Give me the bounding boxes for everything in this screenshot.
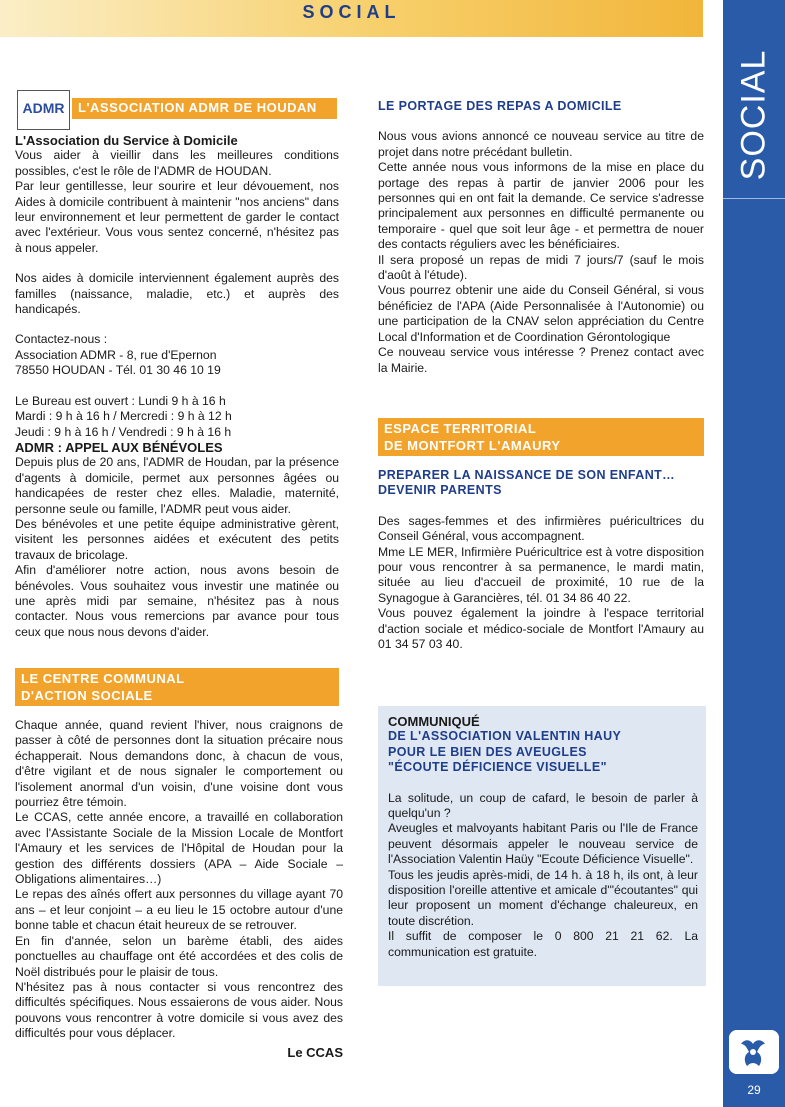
ccas-para-1: Chaque année, quand revient l'hiver, nous craignons de passer à côté de personnes dont la situation précaire nous échapperait. Nous demandons donc, à chacun de vous, d'être vigilant et de nous signaler le comportement ou l'isolement anormal d'un voisin, d'une voisine dont vous pourriez être témoin. — [15, 718, 343, 810]
benevoles-para-1: Depuis plus de 20 ans, l'ADMR de Houdan, par la présence d'agents à domicile, permet aux personnes âgées ou handicapées de rester chez elles. Maladie, maternité, personne seule ou famille, l'ADMR peut vous aider. — [15, 455, 339, 516]
benevoles-para-3: Afin d'améliorer notre action, nous avons besoin de bénévoles. Vous souhaitez vous investir une matinée ou une après midi par semaine, n'hésitez pas à nous contacter. Nous vous remercions par avance pour tous ceux que nous nous devons d'aider. — [15, 563, 339, 639]
repas-para-1: Nous vous avions annoncé ce nouveau service au titre de projet dans notre précédant bulletin. — [378, 129, 704, 159]
side-divider — [723, 198, 785, 199]
communique-line-4: "ÉCOUTE DÉFICIENCE VISUELLE" — [388, 760, 607, 775]
ccas-signature: Le CCAS — [287, 1044, 343, 1060]
page-number: 29 — [747, 1083, 761, 1097]
admr-logo-text: ADMR — [22, 100, 65, 116]
admr-section-title — [72, 98, 337, 119]
repas-heading: LE PORTAGE DES REPAS A DOMICILE — [378, 99, 622, 113]
communique-para-2: Aveugles et malvoyants habitant Paris ou l'Ile de France peuvent désormais appeler le nouveau service de l'Association Valentin Haüy "Ecoute Déficience Visuelle". — [388, 821, 698, 867]
communique-para-3: Tous les jeudis après-midi, de 14 h. à 18 h, ils ont, à leur disposition l'oreille attentive et amicale d'"écoutantes" qui leur proposent un moment d'échange chaleureux, en toute discrétion. — [388, 867, 698, 928]
admr-hours-3: Jeudi : 9 h à 16 h / Vendredi : 9 h à 16 h — [15, 424, 232, 439]
admr-para-2: Par leur gentillesse, leur sourire et leur dévouement, nos Aides à domicile contribuent à maintenir "nos anciens" dans leur environnement et leur permettent de garder le contact avec l'extérieur. Vous vous sentez concerné, n'hésitez pas à nous appeler. — [15, 179, 339, 255]
ccas-section-title — [15, 668, 339, 706]
espace-title-line-2: DE MONTFORT L'AMAURY — [384, 438, 561, 453]
side-title — [726, 50, 782, 180]
repas-para-4: Vous pourrez obtenir une aide du Conseil Général, si vous bénéficiez de l'APA (Aide Personnalisée à l'Autonomie) ou une participation de la CNAV selon appréciation du Centre Local d'Information et de Coordination Gérontologique — [378, 283, 704, 344]
ccas-para-3: Le repas des aînés offert aux personnes du village ayant 70 ans – et leur conjoint – a eu lieu le 15 octobre autour d'une bonne table et chacun était heureux de se retrouver. — [15, 887, 343, 933]
ccas-para-2: Le CCAS, cette année encore, a travaillé en collaboration avec l'Assistante Sociale de la Mission Locale de Montfort l'Amaury et les services de l'Hôpital de Houdan pour la gestion des différents dossiers (APA – Aide Sociale – Obligations alimentaires…) — [15, 810, 343, 887]
ccas-title-line-2: D'ACTION SOCIALE — [21, 688, 153, 703]
espace-para-3: Vous pouvez également la joindre à l'espace territorial d'action sociale et médico-sociale de Montfort l'Amaury au 01 34 57 03 40. — [378, 606, 704, 652]
ccas-article — [15, 718, 343, 1060]
side-title-text: SOCIAL — [734, 49, 773, 181]
rooster-logo-icon — [729, 1030, 779, 1074]
admr-subtitle: L'Association du Service à Domicile — [15, 133, 238, 148]
ccas-para-4: En fin d'année, selon un barème établi, des aides ponctuelles au chauffage ont été accordées et des colis de Noël distribués pour le plaisir de tous. — [15, 933, 343, 979]
repas-article — [378, 99, 704, 376]
admr-article — [15, 133, 339, 440]
top-banner — [0, 0, 703, 37]
espace-title-line-1: ESPACE TERRITORIAL — [384, 421, 537, 436]
admr-contact-3: 78550 HOUDAN - Tél. 01 30 46 10 19 — [15, 363, 221, 378]
communique-line-2: DE L'ASSOCIATION VALENTIN HAUY — [388, 729, 622, 744]
communique-line-1: COMMUNIQUÉ — [388, 714, 480, 729]
admr-contact-1: Contactez-nous : — [15, 332, 108, 347]
ccas-para-5: N'hésitez pas à nous contacter si vous rencontrez des difficultés spécifiques. Nous essaierons de vous aider. Nous pouvons vous rencontrer à votre domicile si vous avez des difficultés pour vous déplacer. — [15, 979, 343, 1041]
banner-title: SOCIAL — [302, 2, 401, 22]
espace-section-title — [378, 418, 704, 456]
communique-article — [388, 714, 698, 960]
ccas-title-line-1: LE CENTRE COMMUNAL — [21, 671, 185, 686]
admr-logo — [17, 90, 70, 130]
admr-para-3: Nos aides à domicile interviennent également auprès des familles (naissance, maladie, etc.) et auprès des handicapés. — [15, 271, 339, 317]
communique-line-3: POUR LE BIEN DES AVEUGLES — [388, 744, 587, 759]
repas-para-3: Il sera proposé un repas de midi 7 jours/7 (sauf le mois d'août à l'étude). — [378, 252, 704, 283]
benevoles-para-2: Des bénévoles et une petite équipe administrative gèrent, visitent les personnes aidées et exécutent des petits travaux de bricolage. — [15, 517, 339, 562]
espace-sub-line-2: DEVENIR PARENTS — [378, 483, 502, 498]
communique-para-4: Il suffit de composer le 0 800 21 21 62. La communication est gratuite. — [388, 929, 698, 959]
admr-section-title-text: L'ASSOCIATION ADMR DE HOUDAN — [78, 100, 317, 115]
repas-para-2: Cette année nous vous informons de la mise en place du portage des repas à partir de janvier 2006 pour les personnes qui en ont fait la demande. Ce service s'adresse principalement aux personnes en difficulté permanente ou temporaire - quel que soit leur âge - et permettra de nouer des contacts réguliers avec les bénéficiaires. — [378, 160, 704, 252]
admr-contact-2: Association ADMR - 8, rue d'Epernon — [15, 347, 217, 362]
communique-para-1: La solitude, un coup de cafard, le besoin de parler à quelqu'un ? — [388, 790, 698, 821]
espace-para-2: Mme LE MER, Infirmière Puéricultrice est à votre disposition pour vous rencontrer à sa permanence, le mardi matin, située au lieu d'accueil de proximité, 10 rue de la Synagogue à Garancières, tél. 01 34 86 40 22. — [378, 544, 704, 605]
benevoles-article — [15, 440, 339, 640]
admr-hours-2: Mardi : 9 h à 16 h / Mercredi : 9 h à 12 h — [15, 409, 232, 424]
repas-para-5: Ce nouveau service vous intéresse ? Prenez contact avec la Mairie. — [378, 345, 704, 375]
admr-para-1: Vous aider à vieillir dans les meilleures conditions possibles, c'est le rôle de l'ADMR de HOUDAN. — [15, 148, 339, 178]
right-side-band — [723, 0, 785, 1107]
benevoles-heading: ADMR : APPEL AUX BÉNÉVOLES — [15, 440, 223, 455]
espace-para-1: Des sages-femmes et des infirmières puéricultrices du Conseil Général, vous accompagnent. — [378, 513, 704, 544]
admr-hours-1: Le Bureau est ouvert : Lundi 9 h à 16 h — [15, 393, 226, 408]
espace-sub-line-1: PREPARER LA NAISSANCE DE SON ENFANT… — [378, 468, 676, 482]
espace-article — [378, 468, 704, 652]
